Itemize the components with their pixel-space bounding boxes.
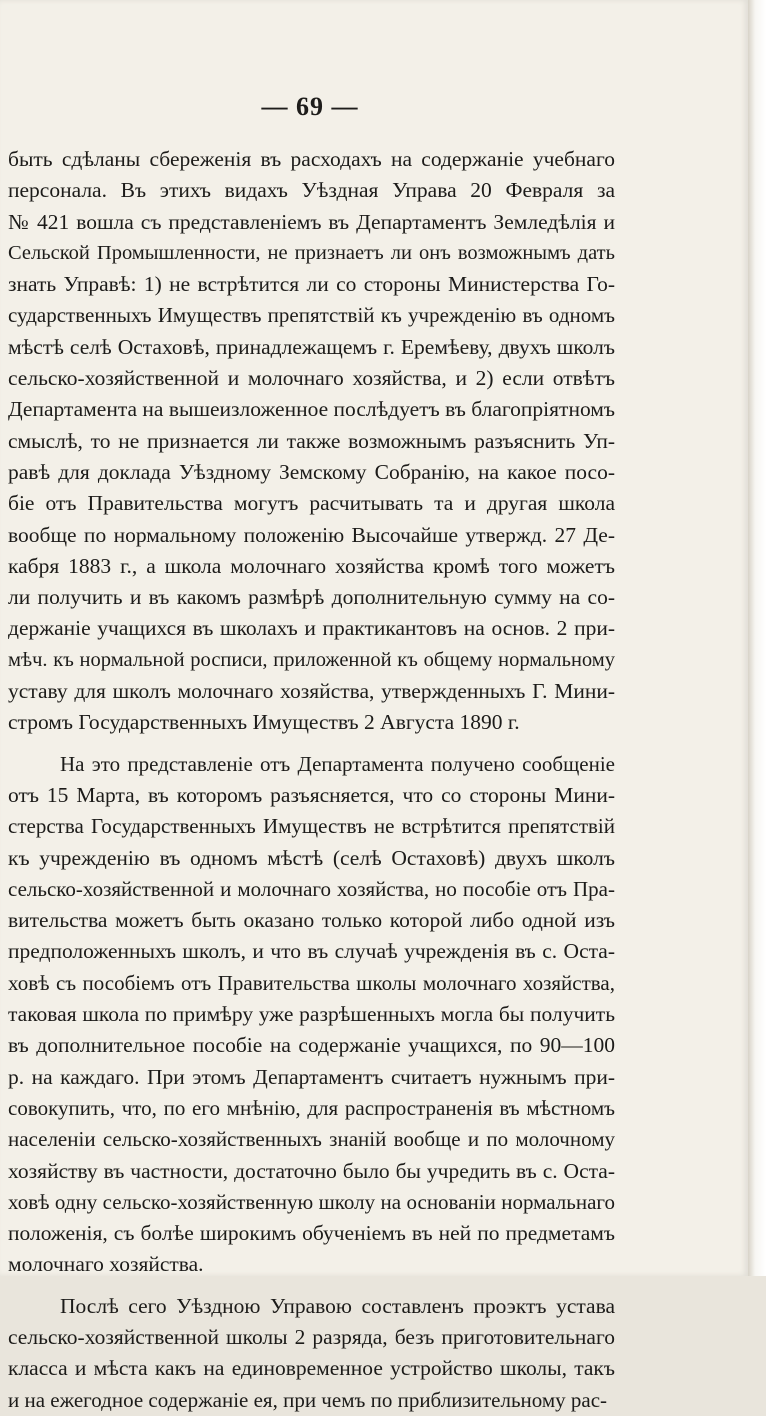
text-line: Послѣ сего Уѣздною Управою составленъ проэктъ устава (60, 1293, 615, 1318)
text-line: На это представленіе отъ Департамента получено сообщеніе (60, 751, 615, 776)
text-line: держаніе учащихся въ школахъ и практикантовъ на основ. 2 при- (8, 616, 615, 641)
text-line: біе отъ Правительства могутъ расчитывать та и другая школа (8, 491, 615, 516)
text-line: положенія, съ болѣе широкимъ обученіемъ въ ней по предметамъ (8, 1221, 615, 1246)
text-line: совокупить, что, по его мнѣнію, для распространенія въ мѣстномъ (8, 1095, 615, 1120)
text-line: въ дополнительное пособіе на содержаніе учащихся, по 90—100 (8, 1033, 615, 1058)
text-line: и на ежегодное содержаніе ея, при чемъ по приблизительному рас- (8, 1387, 608, 1412)
paragraph (8, 749, 615, 1281)
text-line: ли получить и въ какомъ размѣрѣ дополнительную сумму на со- (8, 585, 615, 610)
text-line: стромъ Государственныхъ Имуществъ 2 Августа 1890 г. (8, 710, 520, 735)
text-line: таковая школа по примѣру уже разрѣшенныхъ могла бы получить (8, 1002, 615, 1027)
paragraph (8, 144, 615, 739)
text-line: смыслѣ, то не признается ли также возможнымъ разъяснить Уп- (8, 428, 615, 453)
text-line: № 421 вошла съ представленіемъ въ Департаментъ Земледѣлія и (8, 209, 615, 234)
text-line: вообще по нормальному положенію Высочайше утвержд. 27 Де- (8, 522, 615, 547)
text-line: населеніи сельско-хозяйственныхъ знаній вообще и по молочному (8, 1127, 615, 1152)
text-line: къ учрежденію въ одномъ мѣстѣ (селѣ Остаховѣ) двухъ школъ (8, 845, 615, 870)
page-number: — 69 — (261, 92, 359, 121)
text-line: молочнаго хозяйства. (8, 1252, 204, 1277)
text-line: сельско-хозяйственной школы 2 разряда, безъ приготовительнаго (8, 1324, 615, 1349)
text-line: мѣч. къ нормальной росписи, приложенной къ общему нормальному (8, 648, 615, 671)
text-line: знать Управѣ: 1) не встрѣтится ли со стороны Министерства Го- (8, 272, 615, 297)
text-line: быть сдѣланы сбереженія въ расходахъ на содержаніе учебнаго (8, 147, 615, 171)
page-body (8, 144, 615, 1416)
text-line: Департамента на вышеизложенное послѣдуетъ въ благопріятномъ (8, 397, 616, 422)
text-line: персонала. Въ этихъ видахъ Уѣздная Управа 20 Февраля за (8, 178, 615, 203)
text-line: стерства Государственныхъ Имуществъ не встрѣтится препятствій (8, 814, 615, 839)
text-line: вительства можетъ быть оказано только которой либо одной изъ (8, 908, 615, 933)
text-line: сельско-хозяйственной и молочнаго хозяйства, но пособіе отъ Пра- (8, 876, 615, 901)
paragraph (8, 1291, 615, 1416)
text-line: предположенныхъ школъ, и что въ случаѣ учрежденія въ с. Оста- (8, 939, 615, 964)
text-line: мѣстѣ селѣ Остаховѣ, принадлежащемъ г. Еремѣеву, двухъ школъ (8, 334, 615, 359)
text-line: сельско-хозяйственной и молочнаго хозяйства, и 2) если отвѣтъ (8, 366, 615, 391)
text-line: кабря 1883 г., а школа молочнаго хозяйства кромѣ того можетъ (8, 553, 615, 578)
text-line: ховѣ одну сельско-хозяйственную школу на основаніи нормальнаго (8, 1189, 615, 1214)
text-line: Сельской Промышленности, не признаетъ ли онъ возможнымъ дать (8, 241, 615, 264)
text-line: хозяйству въ частности, достаточно было бы учредить въ с. Оста- (8, 1158, 615, 1183)
text-line: равѣ для доклада Уѣздному Земскому Собранію, на какое посо- (8, 459, 615, 484)
text-line: отъ 15 Марта, въ которомъ разъясняется, что со стороны Мини- (8, 782, 615, 807)
text-line: класса и мѣста какъ на единовременное устройство школы, такъ (8, 1356, 615, 1381)
text-line: ховѣ съ пособіемъ отъ Правительства школы молочнаго хозяйства, (8, 970, 615, 995)
page-edge (748, 0, 766, 1276)
text-line: сударственныхъ Имуществъ препятствій къ учрежденію въ одномъ (8, 303, 615, 328)
text-line: уставу для школъ молочнаго хозяйства, утвержденныхъ Г. Мини- (8, 679, 615, 704)
text-line: р. на каждаго. При этомъ Департаментъ считаетъ нужнымъ при- (8, 1064, 615, 1089)
